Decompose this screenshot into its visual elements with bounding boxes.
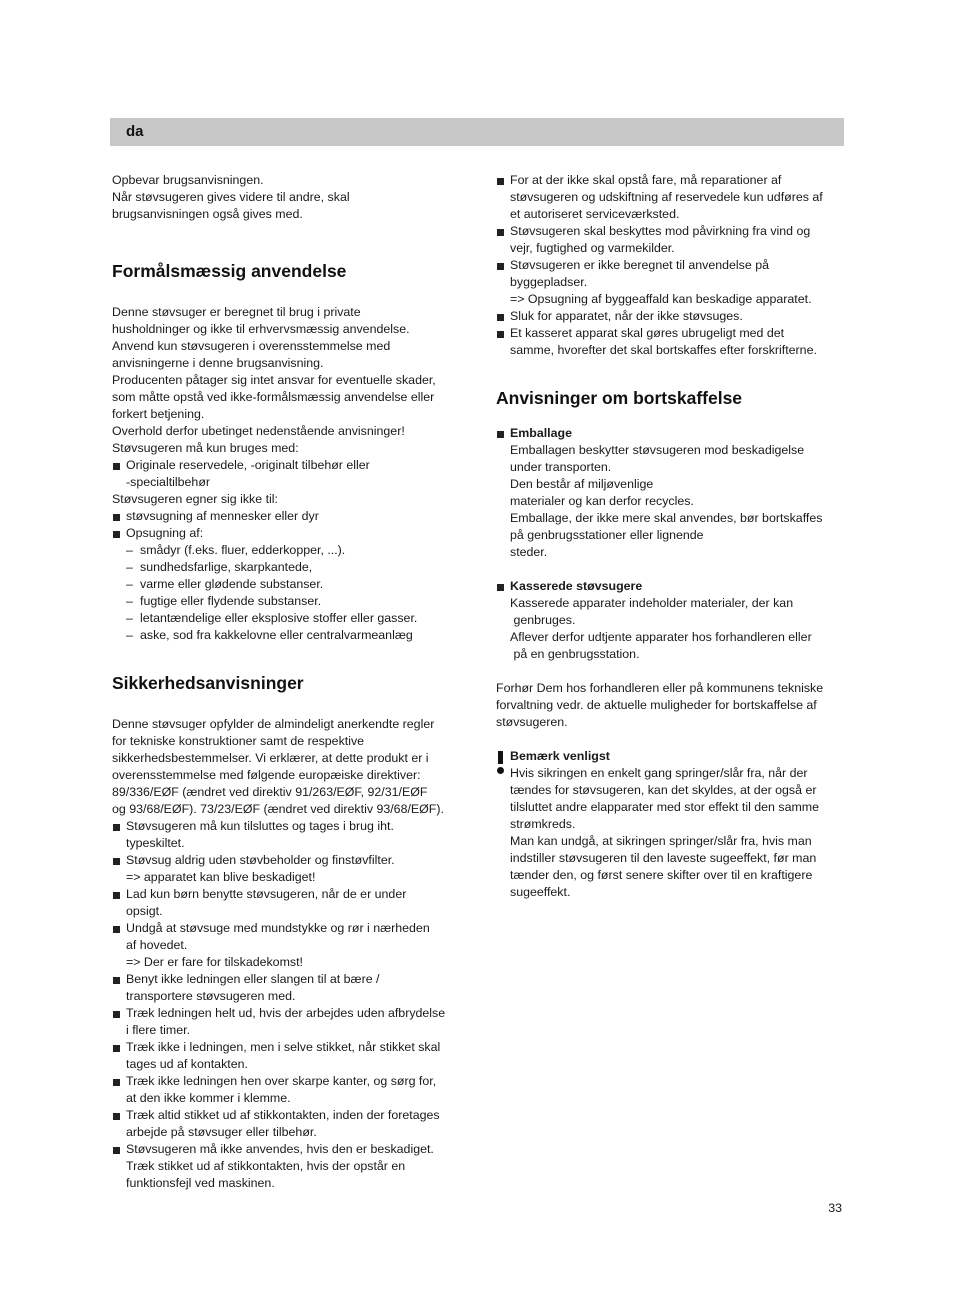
bullet-item: Lad kun børn benytte støvsugeren, når de er under opsigt. [112, 886, 464, 920]
bullet-item: Støvsugeren skal beskyttes mod påvirkning fra vind og vejr, fugtighed og varmekilder. [496, 223, 844, 257]
note-title: Bemærk venligst [510, 749, 610, 763]
bullet-item: Træk ikke ledningen hen over skarpe kanter, og sørg for, at den ikke kommer i klemme. [112, 1073, 464, 1107]
bullet-item: Støvsug aldrig uden støvbeholder og finstøvfilter. => apparatet kan blive beskadiget! [112, 852, 464, 886]
bullet-item: Støvsugeren er ikke beregnet til anvendelse på byggepladser. => Opsugning af byggeaffald kan beskadige apparatet. [496, 257, 844, 308]
bullet-item: Undgå at støvsuge med mundstykke og rør i nærheden af hovedet. => Der er fare for tilskadekomst! [112, 920, 464, 971]
bullet-item: støvsugning af mennesker eller dyr [112, 508, 464, 525]
packaging-block: Emballage Emballagen beskytter støvsugeren mod beskadigelse under transporten. Den består af miljøvenlige materialer og kan derfor recycles. Emballage, der ikke mere skal anvendes, bør bortskaffes på genbrugsstationer eller lignende steder. [496, 425, 844, 561]
dash-item: – varme eller glødende substanser. [112, 576, 464, 593]
bullet-item: Benyt ikke ledningen eller slangen til at bære / transportere støvsugeren med. [112, 971, 464, 1005]
safety-bullet-list-continued [496, 172, 844, 359]
packaging-title: Emballage [510, 426, 572, 440]
bullet-item: Støvsugeren må ikke anvendes, hvis den er beskadiget. Træk stikket ud af stikkontakten, hvis der opstår en funktionsfejl ved maskinen. [112, 1141, 464, 1192]
language-header-bar [110, 118, 844, 146]
section-title-safety: Sikkerhedsanvisninger [112, 673, 304, 693]
dash-item: – smådyr (f.eks. fluer, edderkopper, ...). [112, 542, 464, 559]
bullet-item: Sluk for apparatet, når der ikke støvsuges. [496, 308, 844, 325]
safety-intro-text: Denne støvsuger opfylder de almindeligt anerkendte regler for tekniske konstruktioner samt de respektive sikkerhedsbestemmelser. Vi erklærer, at dette produkt er i overensstemmelse med følgende europæiske direktiver: 89/336/EØF (ændret ved direktiv 91/263/EØF, 92/31/EØF og 93/68/EØF). 73/23/EØF (ændret ved direktiv 93/68/EØF). [112, 717, 444, 816]
section-title-intended-use: Formålsmæssig anvendelse [112, 261, 347, 281]
dash-item: – fugtige eller flydende substanser. [112, 593, 464, 610]
bullet-item: Støvsugeren må kun tilsluttes og tages i brug iht. typeskiltet. [112, 818, 464, 852]
dash-item: – aske, sod fra kakkelovne eller centralvarmeanlæg [112, 627, 464, 644]
dash-item: – letantændelige eller eksplosive stoffer eller gasser. [112, 610, 464, 627]
intended-use-text: Denne støvsuger er beregnet til brug i private husholdninger og ikke til erhvervsmæssig anvendelse. Anvend kun støvsugeren i overensstemmelse med anvisningerne i denne brugsanvisning. Producenten påtager sig intet ansvar for eventuelle skader, som måtte opstå ved ikke-formålsmæssig anvendelse eller forkert betjening. Overhold derfor ubetinget nedenstående anvisninger! Støvsugeren må kun bruges med: [112, 305, 436, 455]
left-column [112, 172, 464, 1192]
dash-item: – sundhedsfarlige, skarpkantede, [112, 559, 464, 576]
exclamation-icon [498, 751, 504, 775]
bullet-item: Træk ledningen helt ud, hvis der arbejdes uden afbrydelse i flere timer. [112, 1005, 464, 1039]
safety-bullet-list [112, 818, 464, 1192]
intro-paragraph: Opbevar brugsanvisningen. Når støvsugeren gives videre til andre, skal brugsanvisningen også gives med. [112, 173, 350, 221]
language-code: da [126, 123, 144, 140]
dash-list [112, 542, 464, 644]
section-title-disposal: Anvisninger om bortskaffelse [496, 388, 743, 408]
old-appliances-title: Kasserede støvsugere [510, 579, 643, 593]
bullet-item: For at der ikke skal opstå fare, må reparationer af støvsugeren og udskiftning af reservedele kun udføres af et autoriseret serviceværksted. [496, 172, 844, 223]
right-column [496, 172, 844, 901]
bullet-item: Opsugning af: [112, 525, 464, 542]
bullet-item: Et kasseret apparat skal gøres ubrugeligt med det samme, hvorefter det skal bortskaffes efter forskrifterne. [496, 325, 844, 359]
bullet-item: Træk ikke i ledningen, men i selve stikket, når stikket skal tages ud af kontakten. [112, 1039, 464, 1073]
unsuitable-label: Støvsugeren egner sig ikke til: [112, 492, 278, 506]
note-block: Bemærk venligst Hvis sikringen en enkelt gang springer/slår fra, når der tændes for støvsugeren, kan det skyldes, at der også er tilsluttet andre elapparater med stor effekt til den samme strømkreds. Man kan undgå, at sikringen springer/slår fra, hvis man indstiller støvsugeren til den laveste sugeeffekt, før man tænder den, og først senere skifter over til en kraftigere sugeeffekt. [496, 748, 844, 901]
bullet-item: Originale reservedele, -originalt tilbehør eller -specialtilbehør [112, 457, 464, 491]
old-appliances-block: Kasserede støvsugere Kasserede apparater indeholder materialer, der kan genbruges. Aflever derfor udtjente apparater hos forhandleren eller på en genbrugsstation. [496, 578, 844, 663]
page-number: 33 [828, 1201, 842, 1215]
ask-dealer-paragraph: Forhør Dem hos forhandleren eller på kommunens tekniske forvaltning vedr. de aktuelle muligheder for bortskaffelse af støvsugeren. [496, 681, 824, 729]
bullet-item: Træk altid stikket ud af stikkontakten, inden der foretages arbejde på støvsuger eller tilbehør. [112, 1107, 464, 1141]
